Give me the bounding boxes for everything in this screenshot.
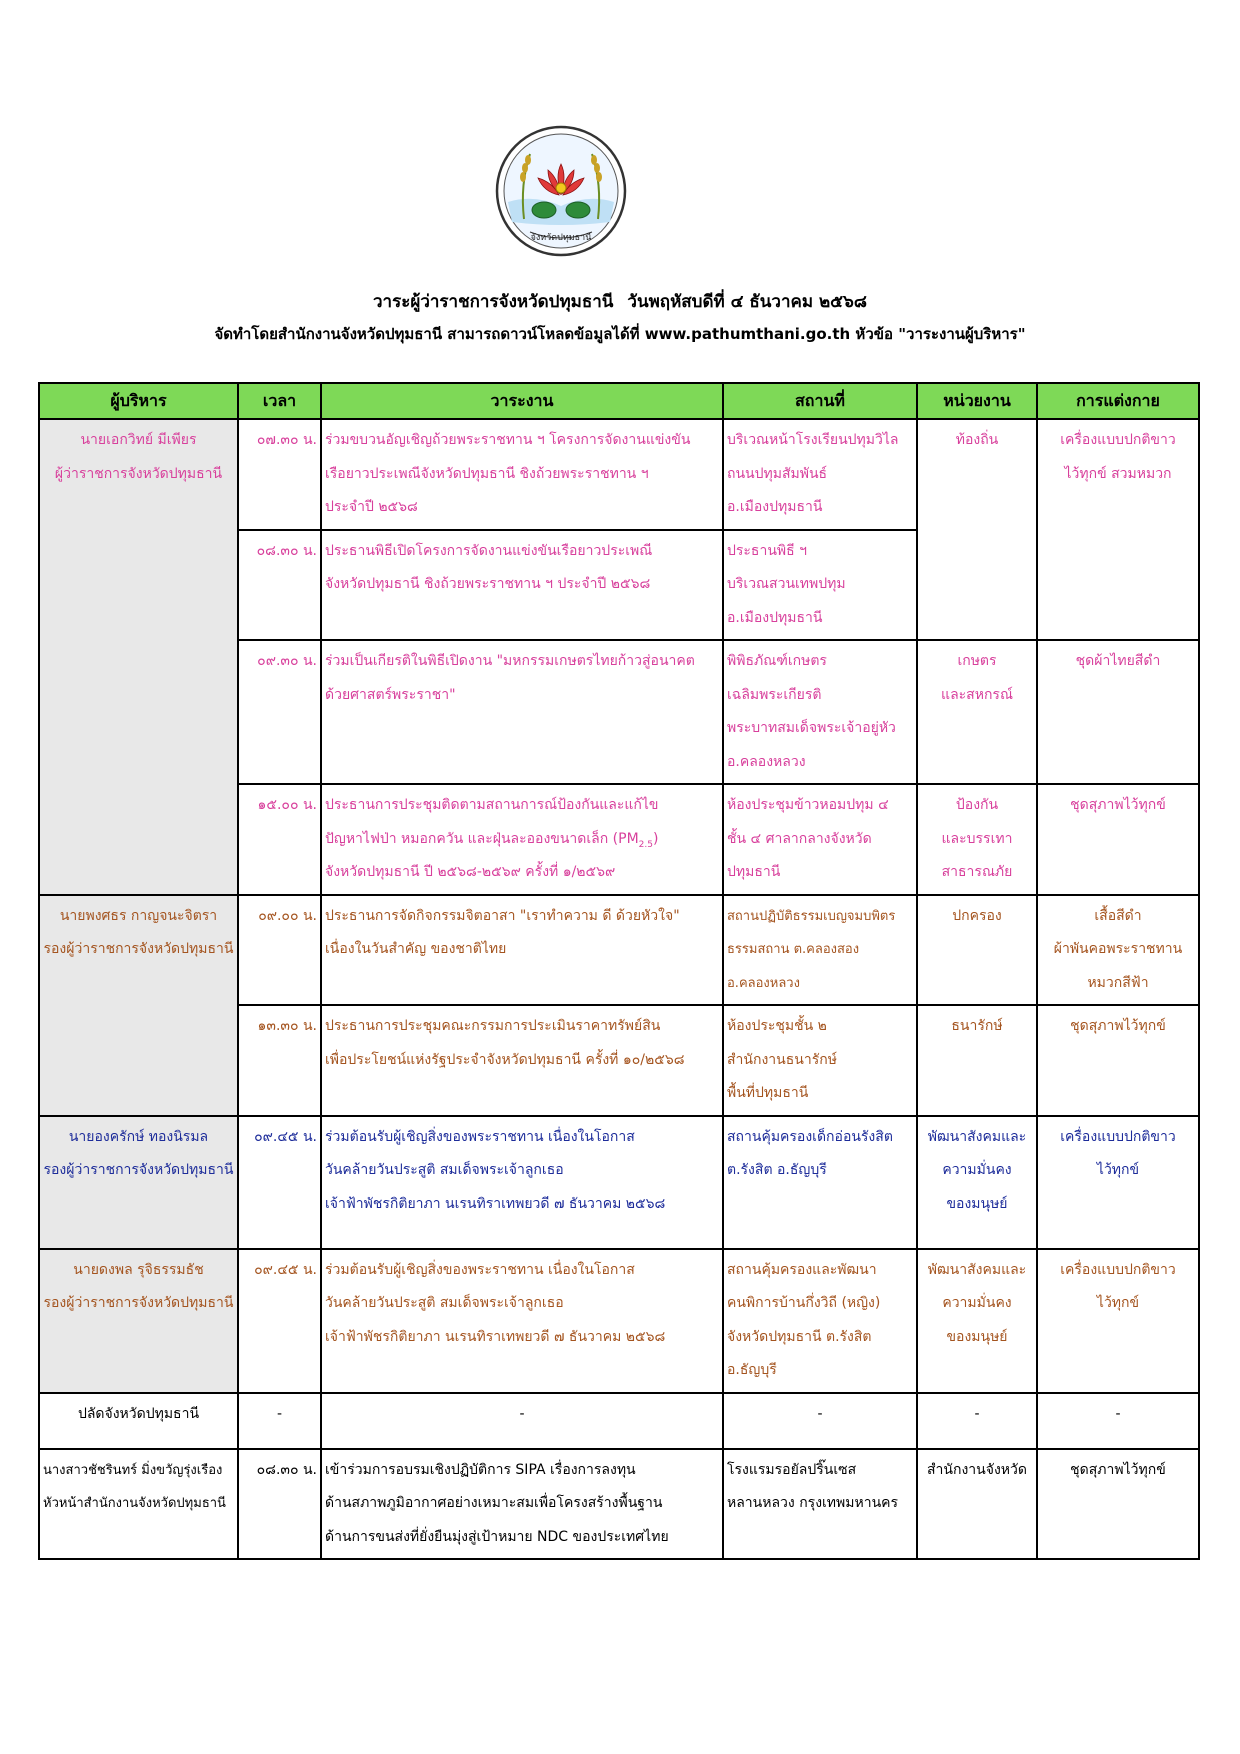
place-cell	[723, 1116, 917, 1249]
place-cell	[723, 784, 917, 895]
agenda-line	[325, 823, 719, 857]
svg-text:จังหวัดปทุมธานี: จังหวัดปทุมธานี	[530, 233, 592, 243]
executive-position: รองผู้ว่าราชการจังหวัดปทุมธานี	[43, 1295, 234, 1311]
schedule-table	[38, 382, 1200, 1560]
dress-cell: ชุดสุภาพไว้ทุกข์	[1037, 1449, 1199, 1560]
agency-line: ความมั่นคง	[942, 1295, 1012, 1311]
executive-cell	[39, 1116, 238, 1249]
agenda-cell	[321, 895, 723, 1006]
place-line: พื้นที่ปทุมธานี	[727, 1085, 809, 1101]
place-cell	[723, 1005, 917, 1116]
agency-cell	[917, 784, 1037, 895]
time-cell: ๑๓.๓๐ น.	[238, 1005, 321, 1116]
table-row	[39, 1116, 1199, 1249]
dress-cell	[1037, 1249, 1199, 1393]
agency-line: พัฒนาสังคมและ	[927, 1261, 1027, 1278]
agenda-cell	[321, 640, 723, 784]
executive-name: นายเอกวิทย์ มีเพียร	[80, 432, 197, 448]
agenda-line: เข้าร่วมการอบรมเชิงปฏิบัติการ SIPA เรื่องการลงทุน	[325, 1461, 636, 1478]
agenda-line: เนื่องในวันสำคัญ ของชาติไทย	[325, 941, 507, 957]
place-line: สถานคุ้มครองเด็กอ่อนรังสิต	[727, 1128, 893, 1145]
place-line: สถานปฏิบัติธรรมเบญจมบพิตร	[727, 908, 896, 924]
agenda-line: ประธานการประชุมคณะกรรมการประเมินราคาทรัพย์สิน	[325, 1018, 661, 1034]
title-date: วันพฤหัสบดีที่ ๔ ธันวาคม ๒๕๖๘	[627, 292, 867, 312]
place-line: อ.ธัญบุรี	[727, 1362, 777, 1378]
col-header-dress: การแต่งกาย	[1037, 383, 1199, 419]
agenda-text: )	[653, 830, 659, 847]
agency-line: สาธารณภัย	[941, 864, 1013, 880]
executive-cell	[39, 895, 238, 1116]
agency-cell	[917, 1249, 1037, 1393]
dress-line: หมวกสีฟ้า	[1087, 974, 1149, 991]
agenda-line: เจ้าฟ้าพัชรกิติยาภา นเรนทิราเทพยวดี ๗ ธันวาคม ๒๕๖๘	[325, 1328, 666, 1345]
place-line: อ.คลองหลวง	[727, 753, 806, 770]
dress-cell: ชุดสุภาพไว้ทุกข์	[1037, 1005, 1199, 1116]
place-line: หลานหลวง กรุงเทพมหานคร	[727, 1495, 899, 1511]
dress-line: ไว้ทุกข์ สวมหมวก	[1064, 465, 1172, 482]
place-line: สถานคุ้มครองและพัฒนา	[727, 1261, 877, 1278]
dress-line: เครื่องแบบปกติขาว	[1060, 1128, 1176, 1145]
dress-line: ไว้ทุกข์	[1096, 1162, 1140, 1178]
executive-cell	[39, 1449, 238, 1560]
dress-cell	[1037, 895, 1199, 1006]
table-row	[39, 1449, 1199, 1560]
agency-line: ความมั่นคง	[942, 1162, 1012, 1178]
pm-subscript: 2.5	[638, 839, 653, 850]
time-cell: ๐๗.๓๐ น.	[238, 419, 321, 530]
place-line: โรงแรมรอยัลปริ๊นเซส	[727, 1461, 857, 1478]
agenda-line: วันคล้ายวันประสูติ สมเด็จพระเจ้าลูกเธอ	[325, 1162, 564, 1178]
dress-line: เครื่องแบบปกติขาว	[1060, 432, 1176, 448]
place-line: อ.เมืองปทุมธานี	[727, 609, 823, 626]
agency-cell: สำนักงานจังหวัด	[917, 1449, 1037, 1560]
executive-name: นางสาวชัชรินทร์ มิ่งขวัญรุ่งเรือง	[43, 1462, 223, 1478]
col-header-agenda: วาระงาน	[321, 383, 723, 419]
agency-line: ของมนุษย์	[946, 1195, 1008, 1212]
agenda-line: จังหวัดปทุมธานี ชิงถ้วยพระราชทาน ฯ ประจำปี ๒๕๖๘	[325, 576, 651, 592]
agenda-line: ด้านการขนส่งที่ยั่งยืนมุ่งสู่เป้าหมาย NDC ของประเทศไทย	[325, 1528, 669, 1545]
agenda-cell	[321, 419, 723, 530]
table-row	[39, 895, 1199, 1006]
executive-cell	[39, 419, 238, 895]
dress-line: ไว้ทุกข์	[1096, 1295, 1140, 1311]
agenda-line: ประธานการจัดกิจกรรมจิตอาสา "เราทำความ ดี ด้วยหัวใจ"	[325, 907, 680, 924]
agenda-line: ด้วยศาสตร์พระราชา"	[325, 686, 456, 703]
place-line: บริเวณหน้าโรงเรียนปทุมวิไล	[727, 432, 899, 448]
place-cell	[723, 1249, 917, 1393]
place-line: ถนนปทุมสัมพันธ์	[727, 465, 828, 482]
place-line: พิพิธภัณฑ์เกษตร	[727, 653, 827, 669]
place-cell	[723, 640, 917, 784]
place-line: ประธานพิธี ฯ	[727, 542, 807, 559]
dress-cell: -	[1037, 1393, 1199, 1449]
executive-position: รองผู้ว่าราชการจังหวัดปทุมธานี	[43, 1162, 234, 1178]
agenda-line: ร่วมขบวนอัญเชิญถ้วยพระราชทาน ฯ โครงการจัดงานแข่งขัน	[325, 432, 691, 448]
agency-line: พัฒนาสังคมและ	[927, 1128, 1027, 1145]
col-header-agency: หน่วยงาน	[917, 383, 1037, 419]
agenda-line: ด้านสภาพภูมิอากาศอย่างเหมาะสมเพื่อโครงสร้างพื้นฐาน	[325, 1495, 663, 1511]
agenda-line: วันคล้ายวันประสูติ สมเด็จพระเจ้าลูกเธอ	[325, 1295, 564, 1311]
time-cell: ๐๙.๐๐ น.	[238, 895, 321, 1006]
executive-position: หัวหน้าสำนักงานจังหวัดปทุมธานี	[43, 1496, 226, 1511]
time-cell: ๐๙.๓๐ น.	[238, 640, 321, 784]
agenda-cell	[321, 784, 723, 895]
executive-position: รองผู้ว่าราชการจังหวัดปทุมธานี	[43, 941, 234, 957]
title-main: วาระผู้ว่าราชการจังหวัดปทุมธานี	[373, 292, 614, 312]
table-header-row	[39, 383, 1199, 419]
place-line: จังหวัดปทุมธานี ต.รังสิต	[727, 1328, 872, 1345]
col-header-executive: ผู้บริหาร	[39, 383, 238, 419]
agenda-line: ประธานพิธีเปิดโครงการจัดงานแข่งขันเรือยาวประเพณี	[325, 542, 653, 559]
agenda-cell: -	[321, 1393, 723, 1449]
executive-cell	[39, 1249, 238, 1393]
place-line: ชั้น ๔ ศาลากลางจังหวัด	[727, 830, 872, 847]
agenda-text: ปัญหาไฟป่า หมอกควัน และฝุ่นละอองขนาดเล็ก (PM	[325, 830, 639, 847]
col-header-place: สถานที่	[723, 383, 917, 419]
agenda-line: ร่วมเป็นเกียรติในพิธีเปิดงาน "มหกรรมเกษตรไทยก้าวสู่อนาคต	[325, 653, 695, 669]
place-line: บริเวณสวนเทพปทุม	[727, 576, 846, 592]
pathumthani-seal-logo	[494, 124, 628, 258]
place-line: ห้องประชุมชั้น ๒	[727, 1018, 827, 1034]
place-cell: -	[723, 1393, 917, 1449]
agenda-line: เพื่อประโยชน์แห่งรัฐประจำจังหวัดปทุมธานี ครั้งที่ ๑๐/๒๕๖๘	[325, 1051, 685, 1068]
dress-line: เครื่องแบบปกติขาว	[1060, 1261, 1176, 1278]
agency-cell	[917, 1116, 1037, 1249]
col-header-time: เวลา	[238, 383, 321, 419]
place-line: ต.รังสิต อ.ธัญบุรี	[727, 1162, 827, 1178]
table-row	[39, 1249, 1199, 1393]
agency-line: ของมนุษย์	[946, 1328, 1008, 1345]
place-cell	[723, 530, 917, 641]
page-title	[0, 288, 1240, 315]
place-line: ห้องประชุมข้าวหอมปทุม ๔	[727, 797, 889, 813]
place-line: คนพิการบ้านกึ่งวิถี (หญิง)	[727, 1295, 881, 1311]
agency-cell	[917, 640, 1037, 784]
executive-name: นายองครักษ์ ทองนิรมล	[68, 1128, 209, 1145]
dress-cell: ชุดสุภาพไว้ทุกข์	[1037, 784, 1199, 895]
table-row	[39, 1393, 1199, 1449]
executive-position: ผู้ว่าราชการจังหวัดปทุมธานี	[54, 465, 223, 482]
agency-line: และสหกรณ์	[941, 686, 1013, 703]
agency-line: ป้องกัน	[955, 797, 999, 813]
agenda-cell	[321, 1116, 723, 1249]
place-line: ธรรมสถาน ต.คลองสอง	[727, 942, 860, 957]
agency-cell: ท้องถิ่น	[917, 419, 1037, 640]
agenda-line: เรือยาวประเพณีจังหวัดปทุมธานี ชิงถ้วยพระราชทาน ฯ	[325, 465, 649, 482]
dress-line: เสื้อสีดำ	[1094, 907, 1142, 924]
executive-name: นายพงศธร กาญจนะจิตรา	[59, 907, 218, 924]
place-cell	[723, 419, 917, 530]
agenda-line: จังหวัดปทุมธานี ปี ๒๕๖๘-๒๕๖๙ ครั้งที่ ๑/๒๕๖๙	[325, 864, 616, 880]
place-cell	[723, 895, 917, 1006]
executive-name: นายดงพล รุจิธรรมธัช	[73, 1261, 204, 1278]
agenda-cell	[321, 1449, 723, 1560]
page-subtitle: จัดทำโดยสำนักงานจังหวัดปทุมธานี สามารถดาวน์โหลดข้อมูลได้ที่ www.pathumthani.go.th หัวข้อ "วาระงานผู้บริหาร"	[214, 325, 1026, 343]
agency-line: และบรรเทา	[941, 830, 1013, 847]
agency-cell: ปกครอง	[917, 895, 1037, 1006]
agenda-line: ร่วมต้อนรับผู้เชิญสิ่งของพระราชทาน เนื่องในโอกาส	[325, 1261, 635, 1278]
place-cell	[723, 1449, 917, 1560]
time-cell: ๐๙.๔๕ น.	[238, 1249, 321, 1393]
agency-cell: ธนารักษ์	[917, 1005, 1037, 1116]
place-line: อ.เมืองปทุมธานี	[727, 499, 823, 515]
time-cell: ๐๙.๔๕ น.	[238, 1116, 321, 1249]
table-row	[39, 419, 1199, 530]
dress-cell	[1037, 419, 1199, 640]
agenda-line: เจ้าฟ้าพัชรกิติยาภา นเรนทิราเทพยวดี ๗ ธันวาคม ๒๕๖๘	[325, 1195, 666, 1212]
time-cell: ๑๕.๐๐ น.	[238, 784, 321, 895]
agenda-line: ร่วมต้อนรับผู้เชิญสิ่งของพระราชทาน เนื่องในโอกาส	[325, 1128, 635, 1145]
dress-line: ผ้าพันคอพระราชทาน	[1053, 941, 1183, 957]
agenda-line: ประธานการประชุมติดตามสถานการณ์ป้องกันและแก้ไข	[325, 797, 659, 813]
place-line: เฉลิมพระเกียรติ	[727, 686, 822, 703]
agenda-line: ประจำปี ๒๕๖๘	[325, 499, 418, 515]
agency-line: เกษตร	[957, 653, 997, 669]
dress-cell	[1037, 1116, 1199, 1249]
place-line: พระบาทสมเด็จพระเจ้าอยู่หัว	[727, 720, 896, 736]
place-line: สำนักงานธนารักษ์	[727, 1051, 837, 1068]
agency-cell: -	[917, 1393, 1037, 1449]
agenda-cell	[321, 1249, 723, 1393]
time-cell: ๐๘.๓๐ น.	[238, 1449, 321, 1560]
agenda-cell	[321, 530, 723, 641]
place-line: อ.คลองหลวง	[727, 975, 800, 991]
agenda-cell	[321, 1005, 723, 1116]
time-cell: -	[238, 1393, 321, 1449]
dress-cell: ชุดผ้าไทยสีดำ	[1037, 640, 1199, 784]
place-line: ปทุมธานี	[727, 864, 781, 880]
time-cell: ๐๘.๓๐ น.	[238, 530, 321, 641]
executive-cell: ปลัดจังหวัดปทุมธานี	[39, 1393, 238, 1449]
